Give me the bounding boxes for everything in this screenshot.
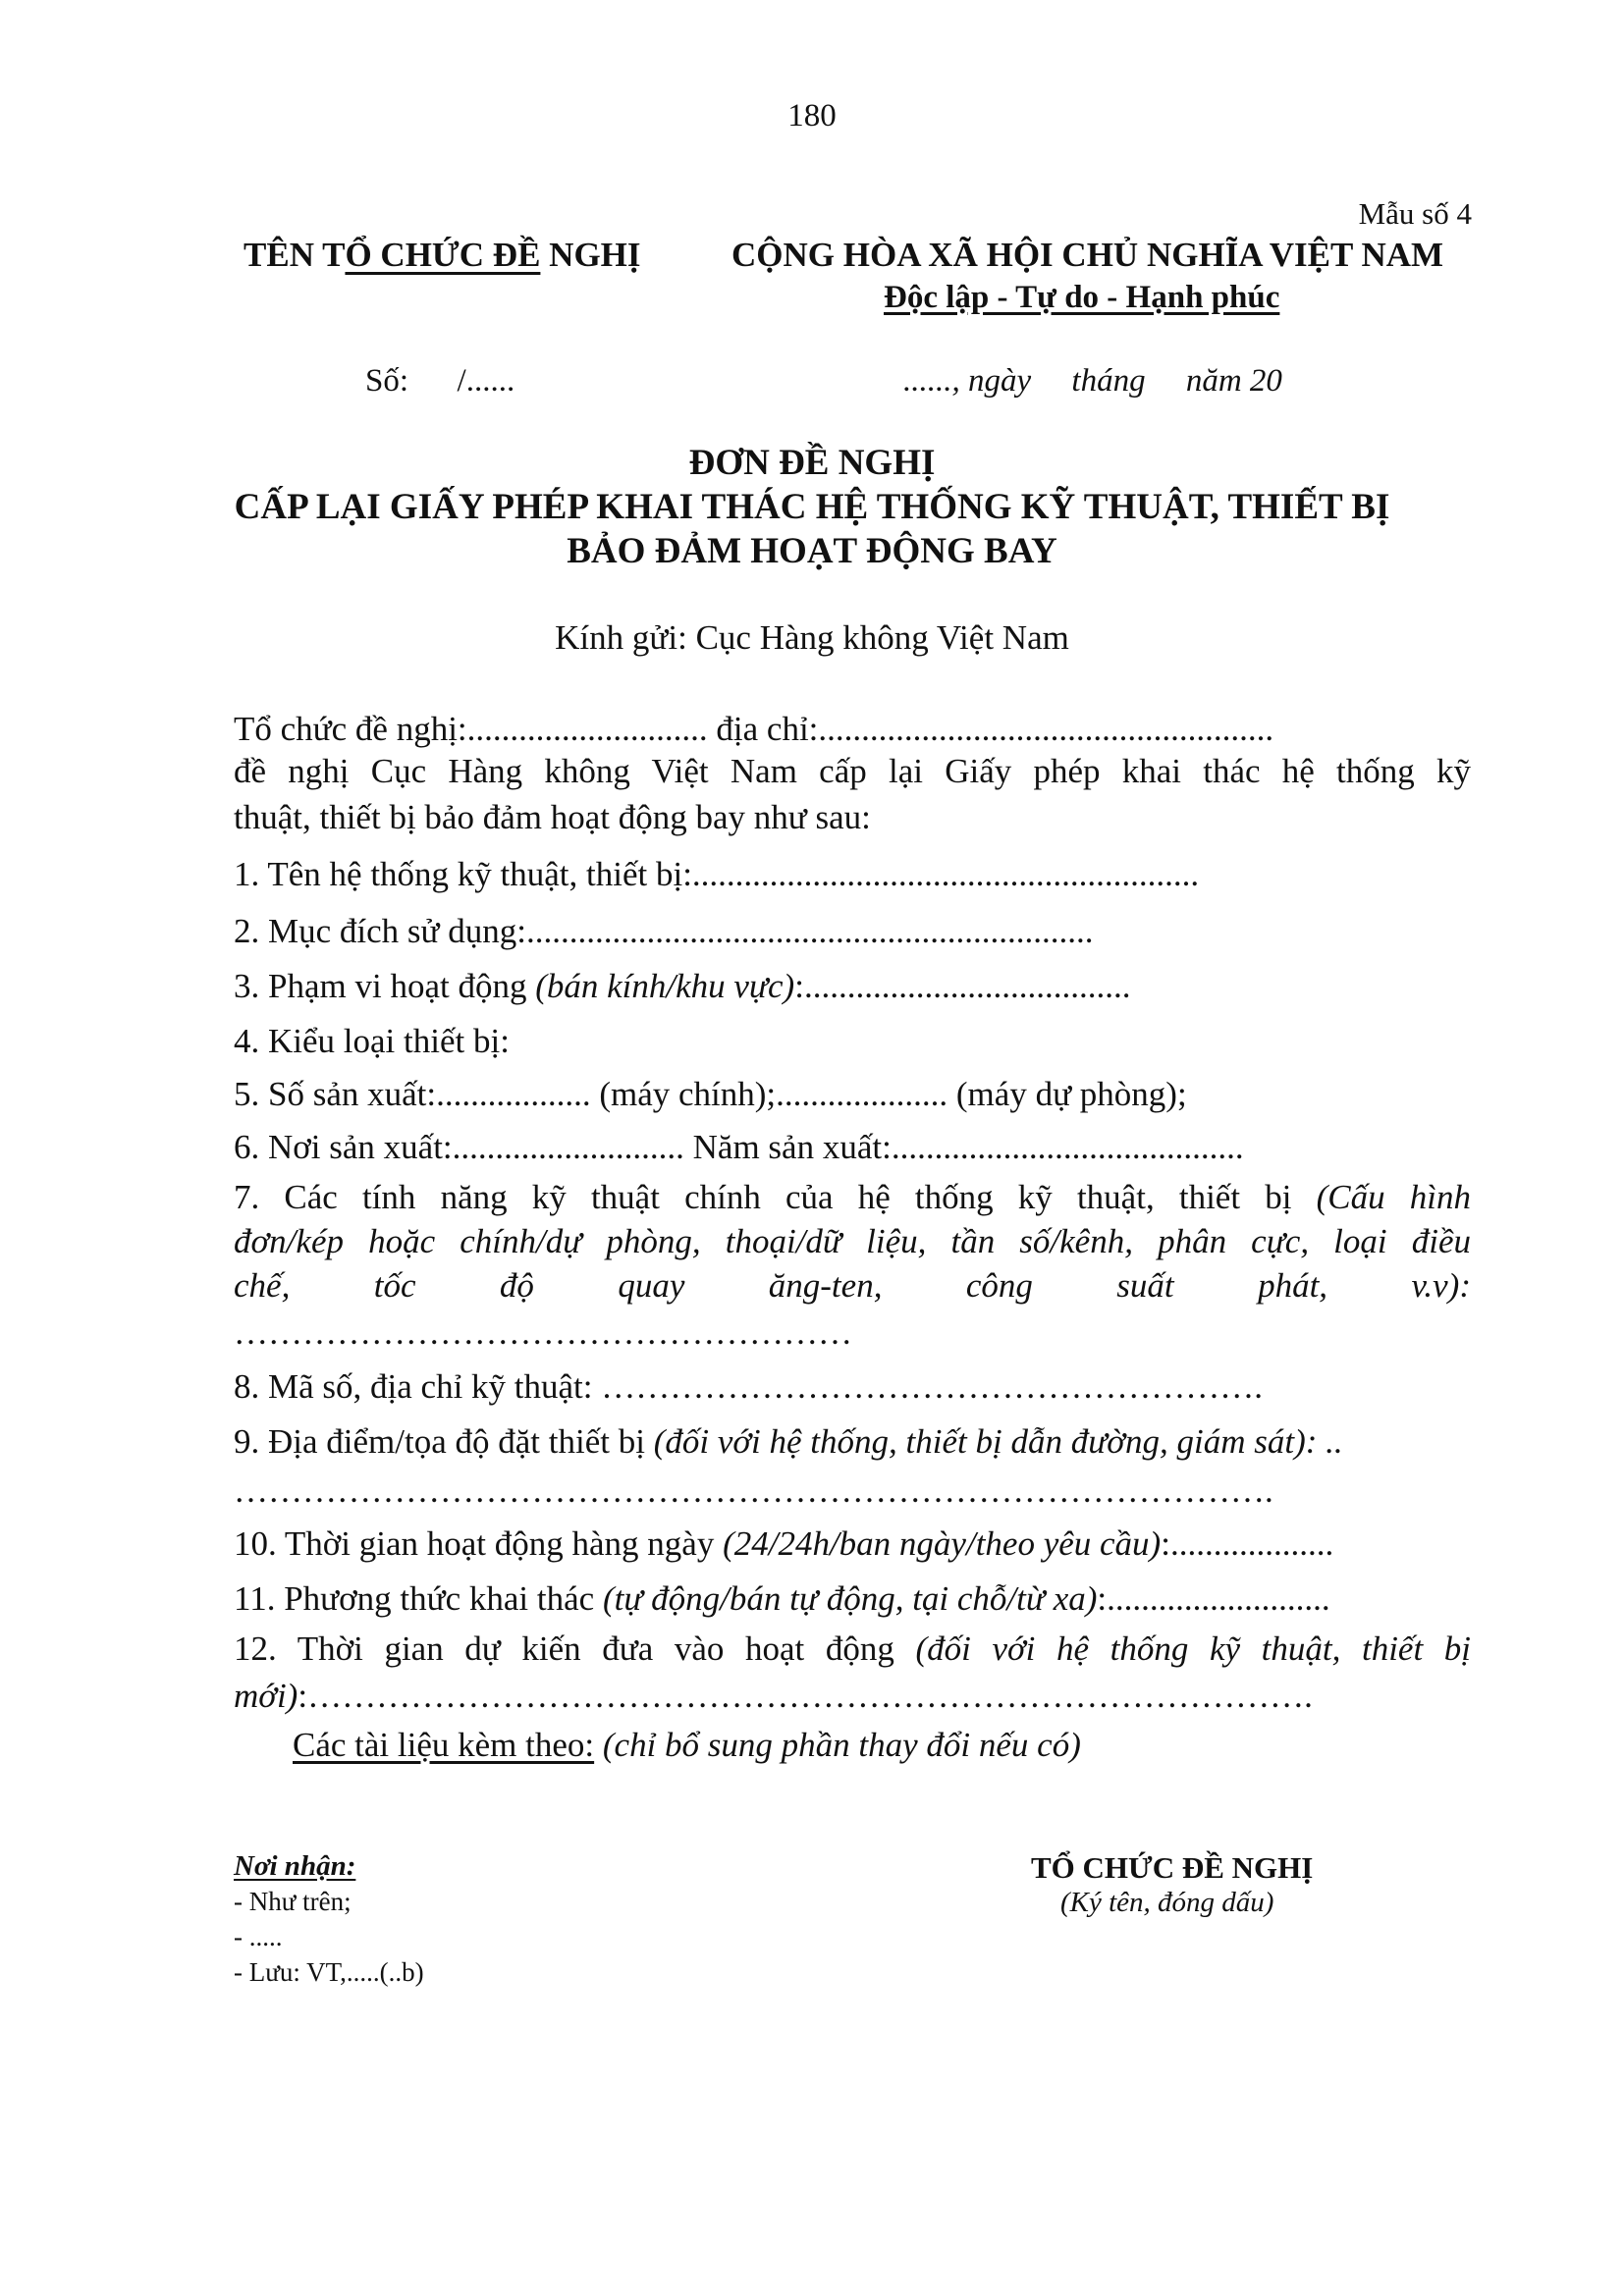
item-11-hint: (tự động/bán tự động, tại chỗ/từ xa) (602, 1579, 1098, 1618)
recipient-item: - ..... (234, 1922, 283, 1951)
item-12-line-2 (234, 1674, 1471, 1718)
title-line-2: CẤP LẠI GIẤY PHÉP KHAI THÁC HỆ THỐNG KỸ THUẬT, THIẾT BỊ (234, 487, 1390, 527)
item-9 (234, 1419, 1471, 1464)
signature-note: (Ký tên, đóng dấu) (1060, 1887, 1274, 1918)
item-4: 4. Kiểu loại thiết bị: (234, 1022, 510, 1060)
organization-line: Tổ chức đề nghị:............................ địa chỉ:..................................................... (234, 710, 1274, 748)
item-9-line-2: ………………………………………………………………………………. (234, 1471, 1273, 1510)
item-11-label: 11. Phương thức khai thác (234, 1579, 603, 1618)
item-11 (234, 1576, 1471, 1621)
item-9-hint: (đối với hệ thống, thiết bị dẫn đường, giám sát): .. (653, 1422, 1343, 1461)
item-10 (234, 1522, 1471, 1566)
page-number: 180 (787, 98, 837, 133)
item-11-dots: :.......................... (1097, 1579, 1330, 1618)
item-12-dots: :……………………………………………………………………………. (298, 1677, 1313, 1715)
item-3 (234, 964, 1471, 1008)
org-header-part-1: TÊN T (244, 236, 346, 274)
item-3-dots: :...................................... (794, 967, 1131, 1005)
organization-header (244, 236, 641, 275)
document-date: ......, ngày tháng năm 20 (903, 363, 1282, 399)
attachments-line (293, 1726, 1081, 1765)
org-header-part-3: NGHỊ (540, 236, 641, 274)
item-2: 2. Mục đích sử dụng:.................................................................. (234, 912, 1094, 950)
form-code: Mẫu số 4 (1358, 196, 1472, 231)
recipients-title: Nơi nhận: (234, 1850, 356, 1882)
item-10-label: 10. Thời gian hoạt động hàng ngày (234, 1524, 724, 1563)
title-line-3: BẢO ĐẢM HOẠT ĐỘNG BAY (567, 531, 1057, 571)
request-line-1: đề nghị Cục Hàng không Việt Nam cấp lại Giấy phép khai thác hệ thống kỹ (234, 752, 1471, 790)
item-7-label: 7. Các tính năng kỹ thuật chính của hệ thống kỹ thuật, thiết bị (234, 1178, 1317, 1216)
item-7-line-3: chế, tốc độ quay ăng-ten, công suất phát, v.v): (234, 1266, 1471, 1305)
document-number: Số: /...... (365, 363, 515, 399)
item-9-label: 9. Địa điểm/tọa độ đặt thiết bị (234, 1422, 654, 1461)
request-line-2: thuật, thiết bị bảo đảm hoạt động bay như sau: (234, 798, 871, 836)
item-12-label: 12. Thời gian dự kiến đưa vào hoạt động (234, 1629, 916, 1668)
item-6: 6. Nơi sản xuất:........................... Năm sản xuất:......................................... (234, 1128, 1244, 1166)
item-8: 8. Mã số, địa chỉ kỹ thuật: …………………………………………………. (234, 1367, 1264, 1406)
item-3-hint: (bán kính/khu vực) (535, 967, 795, 1005)
item-7-hint-start: (Cấu hình (1316, 1178, 1471, 1216)
item-12-hint-end: mới) (234, 1677, 298, 1715)
signature-title: TỔ CHỨC ĐỀ NGHỊ (1031, 1850, 1314, 1885)
nation-header: CỘNG HÒA XÃ HỘI CHỦ NGHĨA VIỆT NAM (731, 236, 1444, 274)
motto: Độc lập - Tự do - Hạnh phúc (884, 280, 1280, 315)
item-3-label: 3. Phạm vi hoạt động (234, 967, 536, 1005)
item-5: 5. Số sản xuất:.................. (máy chính);.................... (máy dự phòng); (234, 1075, 1187, 1113)
item-7-line-4: ……………………………………………… (234, 1313, 852, 1352)
org-header-underlined: Ổ CHỨC ĐỀ (345, 236, 541, 274)
recipient-item: - Như trên; (234, 1887, 352, 1916)
recipient-item: - Lưu: VT,.....(..b) (234, 1957, 424, 1987)
item-10-hint: (24/24h/ban ngày/theo yêu cầu) (723, 1524, 1162, 1563)
item-1: 1. Tên hệ thống kỹ thuật, thiết bị:........................................................... (234, 855, 1200, 893)
item-10-dots: :................... (1161, 1524, 1334, 1563)
title-line-1: ĐƠN ĐỀ NGHỊ (688, 443, 936, 483)
attachments-label: Các tài liệu kèm theo: (293, 1726, 595, 1764)
attachments-note: (chỉ bổ sung phần thay đổi nếu có) (594, 1726, 1081, 1764)
item-7-line-1 (234, 1178, 1471, 1217)
item-12-line-1 (234, 1629, 1471, 1669)
item-7-line-2: đơn/kép hoặc chính/dự phòng, thoại/dữ liệu, tần số/kênh, phân cực, loại điều (234, 1222, 1471, 1260)
item-12-hint-start: (đối với hệ thống kỹ thuật, thiết bị (915, 1629, 1472, 1668)
recipient-line: Kính gửi: Cục Hàng không Việt Nam (555, 618, 1069, 657)
